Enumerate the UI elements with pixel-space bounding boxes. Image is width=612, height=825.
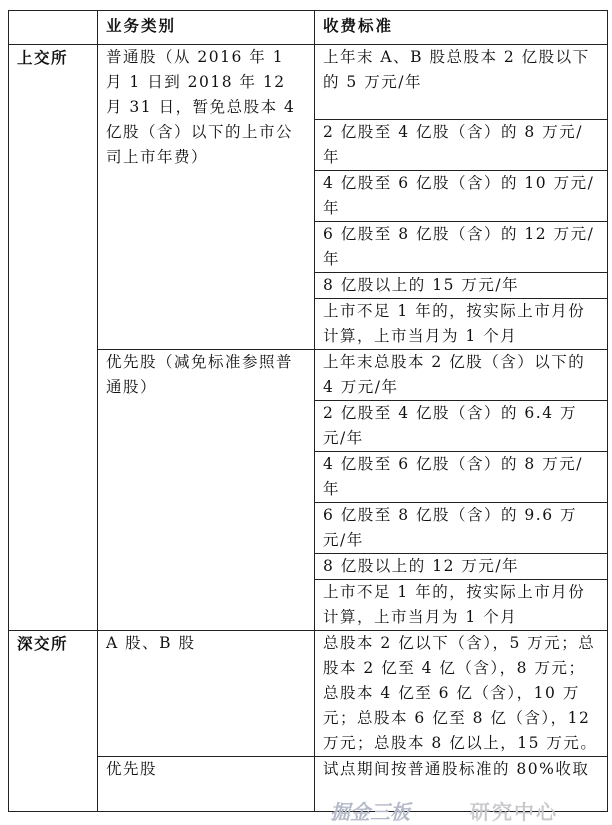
- header-row: [9, 11, 608, 45]
- watermark-text: 研究中心: [470, 800, 558, 824]
- header-category: 业务类别: [98, 11, 315, 45]
- table-row: [9, 350, 608, 401]
- category-sse-preferred: 优先股（减免标准参照普通股）: [98, 350, 315, 631]
- category-szse-preferred: 优先股: [98, 757, 315, 812]
- fee-cell: 8 亿股以上的 12 万元/年: [315, 554, 608, 580]
- fee-cell: 2 亿股至 4 亿股（含）的 8 万元/年: [315, 120, 608, 171]
- fee-table: [8, 10, 608, 812]
- fee-cell: 上市不足 1 年的，按实际上市月份计算，上市当月为 1 个月: [315, 580, 608, 631]
- fee-cell: 试点期间按普通股标准的 80%收取: [315, 757, 608, 812]
- fee-cell: 总股本 2 亿以下（含），5 万元；总股本 2 亿至 4 亿（含），8 万元；总股本 4 亿至 6 亿（含），10 万元；总股本 6 亿至 8 亿（含），12 万元；总股本 8 亿以上，15 万元。: [315, 631, 608, 757]
- table-row: [9, 45, 608, 120]
- fee-cell: 8 亿股以上的 15 万元/年: [315, 273, 608, 299]
- watermark-logo: 掘金三板: [330, 800, 410, 824]
- fee-cell: 6 亿股至 8 亿股（含）的 9.6 万元/年: [315, 503, 608, 554]
- category-szse-ab: A 股、B 股: [98, 631, 315, 757]
- header-exchange: [9, 11, 98, 45]
- header-fee: 收费标准: [315, 11, 608, 45]
- fee-cell: 2 亿股至 4 亿股（含）的 6.4 万元/年: [315, 401, 608, 452]
- fee-cell: 6 亿股至 8 亿股（含）的 12 万元/年: [315, 222, 608, 273]
- fee-cell: 上市不足 1 年的，按实际上市月份计算，上市当月为 1 个月: [315, 299, 608, 350]
- fee-cell: 4 亿股至 6 亿股（含）的 10 万元/年: [315, 171, 608, 222]
- category-sse-common: 普通股（从 2016 年 1 月 1 日到 2018 年 12 月 31 日，暂免总股本 4 亿股（含）以下的上市公司上市年费）: [98, 45, 315, 350]
- exchange-sse: 上交所: [9, 45, 98, 631]
- fee-cell: 上年末总股本 2 亿股（含）以下的 4 万元/年: [315, 350, 608, 401]
- table-row: [9, 631, 608, 757]
- fee-cell: 上年末 A、B 股总股本 2 亿股以下的 5 万元/年: [315, 45, 608, 120]
- exchange-szse: 深交所: [9, 631, 98, 812]
- fee-cell: 4 亿股至 6 亿股（含）的 8 万元/年: [315, 452, 608, 503]
